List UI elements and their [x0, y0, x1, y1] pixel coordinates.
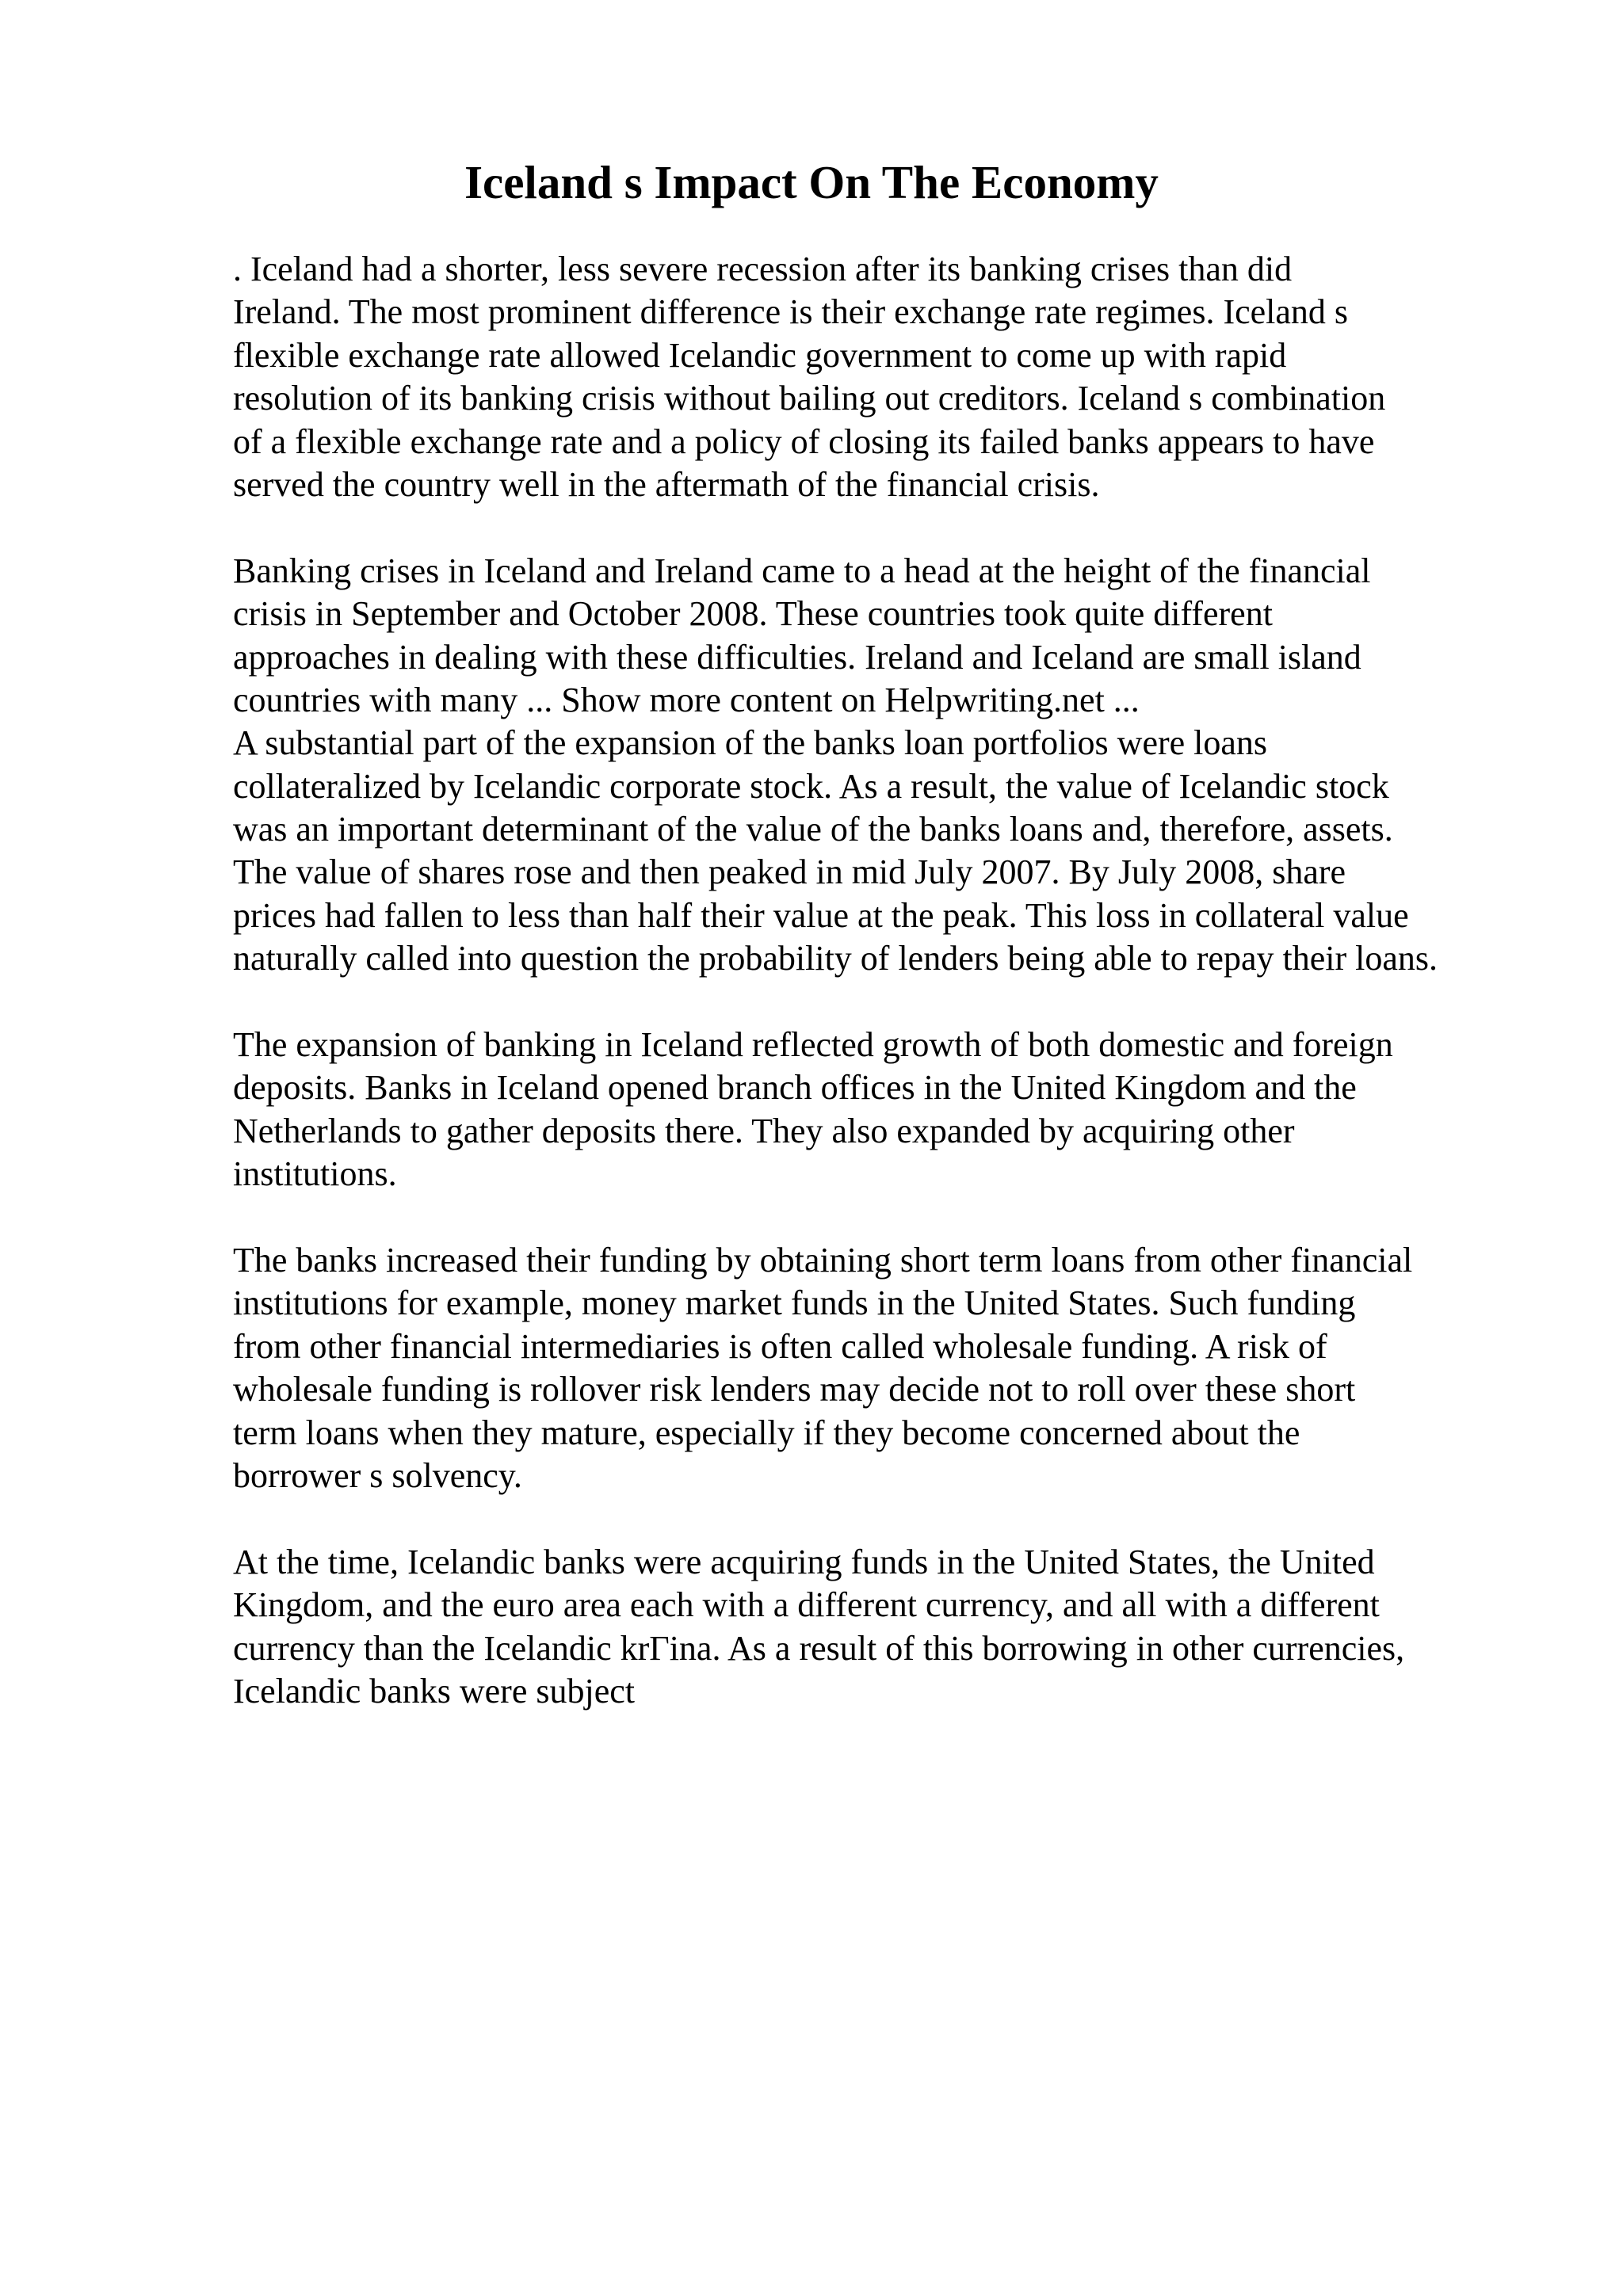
text-line: of a flexible exchange rate and a policy of closing its failed banks appears to have — [233, 421, 1375, 461]
text-line: term loans when they mature, especially if they become concerned about the — [233, 1413, 1300, 1452]
text-line: . Iceland had a shorter, less severe recession after its banking crises than did — [233, 250, 1293, 288]
text-line: Banking crises in Iceland and Ireland came to a head at the height of the financial — [233, 551, 1371, 590]
paragraph-4 — [233, 1239, 1549, 1497]
text-line: wholesale funding is rollover risk lenders may decide not to roll over these short — [233, 1370, 1356, 1409]
text-line: served the country well in the aftermath of the financial crisis. — [233, 464, 1100, 504]
text-line: Ireland. The most prominent difference is their exchange rate regimes. Iceland s — [233, 292, 1349, 332]
text-line: currency than the Icelandic krГina. As a result of this borrowing in other currencies, — [233, 1628, 1405, 1668]
text-line: institutions for example, money market funds in the United States. Such funding — [233, 1283, 1356, 1323]
text-line: institutions. — [233, 1154, 397, 1194]
text-line: resolution of its banking crisis without bailing out creditors. Iceland s combination — [233, 379, 1386, 418]
text-line: Netherlands to gather deposits there. They also expanded by acquiring other — [233, 1111, 1295, 1150]
text-line: At the time, Icelandic banks were acquiring funds in the United States, the United — [233, 1542, 1375, 1581]
text-line: crisis in September and October 2008. These countries took quite different — [233, 594, 1273, 634]
paragraph-1 — [233, 248, 1549, 506]
text-line: naturally called into question the probability of lenders being able to repay their loans. — [233, 939, 1438, 978]
text-line: Icelandic banks were subject — [233, 1671, 635, 1711]
text-line: from other financial intermediaries is often called wholesale funding. A risk of — [233, 1326, 1327, 1366]
paragraph-gap — [233, 981, 1549, 1024]
paragraph-gap — [233, 1196, 1549, 1239]
text-line: The expansion of banking in Iceland reflected growth of both domestic and foreign — [233, 1025, 1393, 1065]
text-line: borrower s solvency. — [233, 1455, 522, 1495]
text-line: approaches in dealing with these difficulties. Ireland and Iceland are small island — [233, 637, 1361, 677]
document-title: Iceland s Impact On The Economy — [464, 156, 1159, 208]
text-line: collateralized by Icelandic corporate stock. As a result, the value of Icelandic stock — [233, 766, 1389, 806]
text-line: Kingdom, and the euro area each with a different currency, and all with a different — [233, 1585, 1380, 1625]
paragraph-5 — [233, 1541, 1549, 1714]
text-line: flexible exchange rate allowed Icelandic government to come up with rapid — [233, 335, 1287, 375]
document-body — [233, 248, 1549, 1713]
text-line: The value of shares rose and then peaked in mid July 2007. By July 2008, share — [233, 852, 1346, 892]
paragraph-gap — [233, 506, 1549, 549]
paragraph-3 — [233, 1024, 1549, 1196]
text-line: A substantial part of the expansion of the banks loan portfolios were loans — [233, 723, 1268, 763]
text-line: prices had fallen to less than half their value at the peak. This loss in collateral value — [233, 895, 1409, 935]
paragraph-2 — [233, 550, 1549, 981]
paragraph-gap — [233, 1497, 1549, 1540]
text-line: deposits. Banks in Iceland opened branch offices in the United Kingdom and the — [233, 1068, 1357, 1108]
text-line: countries with many ... Show more content on Helpwriting.net ... — [233, 680, 1140, 719]
text-line: The banks increased their funding by obtaining short term loans from other financial — [233, 1240, 1413, 1280]
text-line: was an important determinant of the value of the banks loans and, therefore, assets. — [233, 810, 1393, 849]
